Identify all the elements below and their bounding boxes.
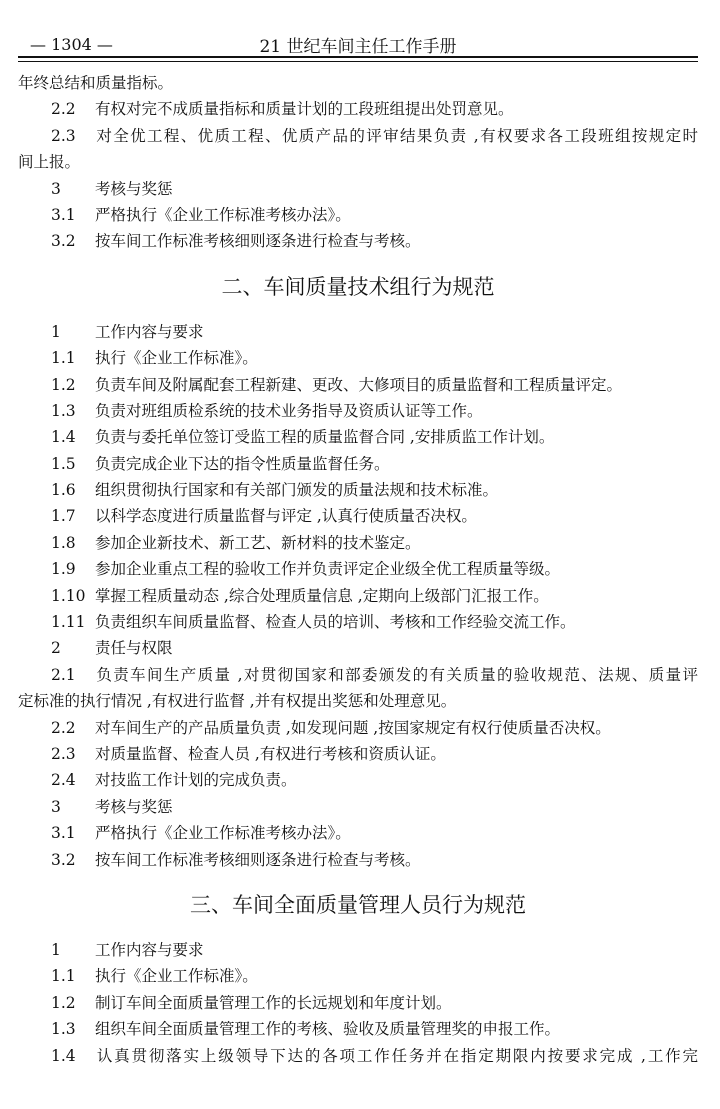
text-line <box>18 583 698 609</box>
header-rule-thick <box>18 56 698 58</box>
clause-number: 3.2 <box>51 850 76 869</box>
clause-text: 执行《企业工作标准》。 <box>95 349 258 368</box>
clause-number: 1.10 <box>51 586 86 605</box>
clause-number: 3.1 <box>51 205 76 224</box>
clause-text: 制订车间全面质量管理工作的长远规划和年度计划。 <box>95 993 452 1012</box>
clause-number: 1.3 <box>51 1020 76 1039</box>
text-line <box>18 149 698 175</box>
text-line <box>18 820 698 846</box>
text-line <box>18 451 698 477</box>
clause-number: 1.1 <box>51 967 76 986</box>
clause-text: 执行《企业工作标准》。 <box>95 967 258 986</box>
clause-text: 考核与奖惩 <box>95 179 173 198</box>
clause-text: 负责与委托单位签订受监工程的质量监督合同 ,安排质监工作计划。 <box>95 428 555 447</box>
clause-text: 负责对班组质检系统的技术业务指导及资质认证等工作。 <box>95 401 483 420</box>
text-line <box>18 398 698 424</box>
text-line <box>18 176 698 202</box>
text-line <box>18 937 698 963</box>
clause-text: 组织车间全面质量管理工作的考核、验收及质量管理奖的申报工作。 <box>95 1020 561 1039</box>
text-line <box>18 424 698 450</box>
text-line <box>18 990 698 1016</box>
clause-number: 2.3 <box>51 126 76 145</box>
clause-number: 1 <box>51 940 61 959</box>
clause-number: 1.2 <box>51 993 76 1012</box>
clause-number: 1.4 <box>51 1046 76 1065</box>
clause-number: 2.2 <box>51 718 76 737</box>
text-line <box>18 688 698 714</box>
text-line <box>18 202 698 228</box>
clause-text: 负责组织车间质量监督、检查人员的培训、考核和工作经验交流工作。 <box>95 613 576 632</box>
text-line <box>18 794 698 820</box>
text-line <box>18 662 698 688</box>
text-line <box>18 963 698 989</box>
clause-number: 2.3 <box>51 744 76 763</box>
clause-number: 2.4 <box>51 771 76 790</box>
text-line <box>18 530 698 556</box>
text-line <box>18 477 698 503</box>
clause-text: 责任与权限 <box>95 639 173 658</box>
clause-text: 负责车间生产质量 ,对贯彻国家和部委颁发的有关质量的验收规范、法规、质量评 <box>95 665 698 684</box>
clause-text: 工作内容与要求 <box>95 322 204 341</box>
clause-number: 1.5 <box>51 454 76 473</box>
text-line <box>18 847 698 873</box>
clause-text: 年终总结和质量指标。 <box>18 74 174 92</box>
text-line <box>18 767 698 793</box>
clause-text: 严格执行《企业工作标准考核办法》。 <box>95 205 351 224</box>
document-body <box>18 70 698 1069</box>
clause-text: 对质量监督、检查人员 ,有权进行考核和资质认证。 <box>95 744 446 763</box>
text-line <box>18 228 698 254</box>
text-line <box>18 70 698 96</box>
clause-number: 3.1 <box>51 824 76 843</box>
text-line <box>18 635 698 661</box>
text-line <box>18 609 698 635</box>
clause-text: 以科学态度进行质量监督与评定 ,认真行使质量否决权。 <box>95 507 477 526</box>
clause-number: 1 <box>51 322 61 341</box>
clause-text: 负责车间及附属配套工程新建、更改、大修项目的质量监督和工程质量评定。 <box>95 375 623 394</box>
text-line <box>18 319 698 345</box>
clause-number: 1.11 <box>51 613 86 632</box>
clause-text: 参加企业重点工程的验收工作并负责评定企业级全优工程质量等级。 <box>95 560 561 579</box>
text-line <box>18 556 698 582</box>
clause-text: 对车间生产的产品质量负责 ,如发现问题 ,按国家规定有权行使质量否决权。 <box>95 718 611 737</box>
clause-text: 有权对完不成质量指标和质量计划的工段班组提出处罚意见。 <box>95 100 514 119</box>
text-line <box>18 503 698 529</box>
clause-number: 1.9 <box>51 560 76 579</box>
clause-text: 按车间工作标准考核细则逐条进行检查与考核。 <box>95 850 421 869</box>
page-header <box>18 30 698 58</box>
clause-number: 1.1 <box>51 349 76 368</box>
clause-text: 认真贯彻落实上级领导下达的各项工作任务并在指定期限内按要求完成 ,工作完 <box>95 1046 698 1065</box>
clause-text: 按车间工作标准考核细则逐条进行检查与考核。 <box>95 232 421 251</box>
clause-text: 对技监工作计划的完成负责。 <box>95 771 297 790</box>
clause-number: 1.3 <box>51 401 76 420</box>
text-line <box>18 96 698 122</box>
header-rule-thin <box>18 61 698 62</box>
section-heading: 三、车间全面质量管理人员行为规范 <box>190 892 526 917</box>
clause-text: 严格执行《企业工作标准考核办法》。 <box>95 824 351 843</box>
clause-text: 考核与奖惩 <box>95 797 173 816</box>
clause-text: 定标准的执行情况 ,有权进行监督 ,并有权提出奖惩和处理意见。 <box>18 692 457 711</box>
section-heading: 二、车间质量技术组行为规范 <box>221 274 495 299</box>
text-line <box>18 1016 698 1042</box>
clause-number: 1.4 <box>51 428 76 447</box>
page-number: — 1304 — <box>30 35 113 54</box>
clause-number: 1.7 <box>51 507 76 526</box>
text-line <box>18 123 698 149</box>
text-line <box>18 345 698 371</box>
clause-number: 2.1 <box>51 665 76 684</box>
clause-text: 工作内容与要求 <box>95 940 204 959</box>
clause-text: 负责完成企业下达的指令性质量监督任务。 <box>95 454 390 473</box>
text-line <box>18 715 698 741</box>
clause-text: 掌握工程质量动态 ,综合处理质量信息 ,定期向上级部门汇报工作。 <box>95 586 549 605</box>
clause-number: 2 <box>51 639 61 658</box>
text-line <box>18 372 698 398</box>
text-line <box>18 741 698 767</box>
clause-number: 1.2 <box>51 375 76 394</box>
clause-number: 2.2 <box>51 100 76 119</box>
clause-number: 3 <box>51 179 61 198</box>
clause-number: 1.6 <box>51 481 76 500</box>
clause-text: 对全优工程、优质工程、优质产品的评审结果负责 ,有权要求各工段班组按规定时 <box>95 126 698 145</box>
clause-text: 间上报。 <box>18 153 81 172</box>
clause-number: 3 <box>51 797 61 816</box>
clause-text: 组织贯彻执行国家和有关部门颁发的质量法规和技术标准。 <box>95 481 499 500</box>
text-line <box>18 1043 698 1069</box>
clause-text: 参加企业新技术、新工艺、新材料的技术鉴定。 <box>95 533 421 552</box>
clause-number: 3.2 <box>51 232 76 251</box>
clause-number: 1.8 <box>51 533 76 552</box>
book-title: 21 世纪车间主任工作手册 <box>259 37 457 57</box>
